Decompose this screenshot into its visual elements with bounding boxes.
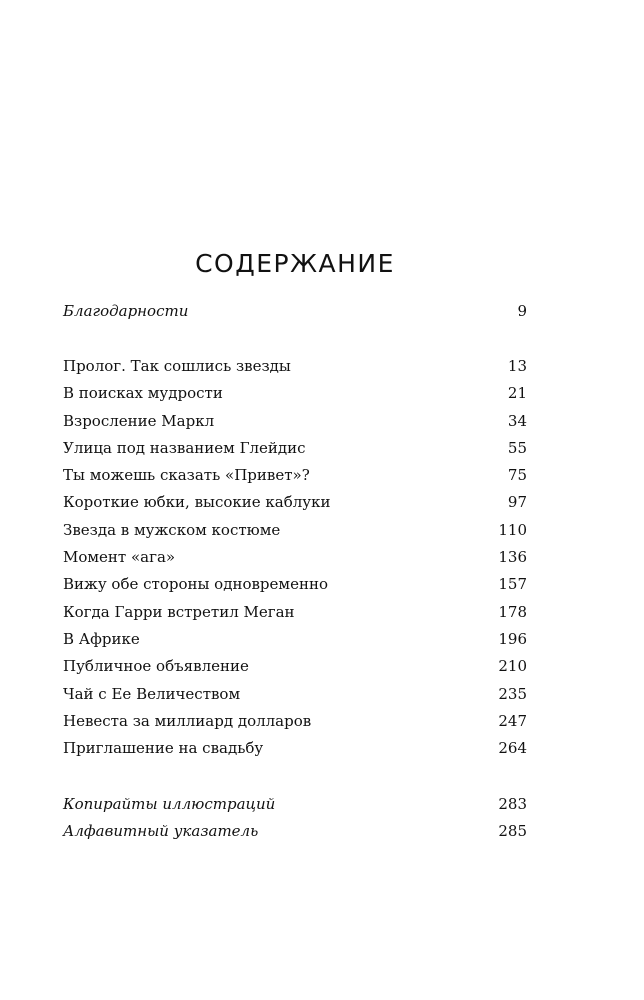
toc-entry-title: Благодарности (63, 302, 189, 320)
toc-entry (63, 435, 527, 462)
toc-entry-title: Вижу обе стороны одновременно (63, 575, 328, 594)
toc-entry-page: 9 (517, 302, 527, 320)
toc-entry-title: Пролог. Так сошлись звезды (63, 357, 291, 375)
toc-entry (63, 599, 527, 626)
toc-entry (63, 791, 527, 818)
toc-entry-page: 13 (507, 357, 527, 375)
toc-entry-page: 235 (498, 684, 527, 703)
toc-entry-page: 75 (507, 466, 527, 485)
toc-entry-title: Публичное объявление (63, 657, 249, 676)
toc-entry-page: 285 (498, 822, 527, 841)
toc-entry-title: В Африке (63, 629, 140, 648)
toc-front-matter (63, 298, 527, 325)
toc-entry-title: Улица под названием Глейдис (63, 438, 306, 457)
toc-entry (63, 653, 527, 680)
toc-entry-page: 196 (498, 629, 527, 648)
toc-entry (63, 681, 527, 708)
toc-entry (63, 408, 527, 435)
toc-entry-title: Ты можешь сказать «Привет»? (63, 466, 310, 485)
toc-entry-title: Короткие юбки, высокие каблуки (63, 493, 331, 512)
toc-entry (63, 735, 527, 762)
toc-entry (63, 380, 527, 407)
toc-entry-title: Звезда в мужском костюме (63, 520, 281, 539)
toc-entry (63, 298, 527, 325)
toc-entry (63, 353, 527, 380)
toc-back-matter (63, 791, 527, 846)
toc-entry-title: В поисках мудрости (63, 384, 223, 403)
toc-entry-page: 210 (498, 657, 527, 676)
toc-entry-page: 136 (498, 548, 527, 567)
toc-entry-title: Взросление Маркл (63, 411, 215, 430)
toc-entry-title: Чай с Ее Величеством (63, 684, 241, 703)
toc-entry-page: 97 (507, 493, 527, 512)
toc-entry (63, 544, 527, 571)
toc-entry (63, 626, 527, 653)
toc-entry-page: 283 (498, 795, 527, 813)
toc-entry-page: 21 (507, 384, 527, 403)
toc-entry-page: 157 (498, 575, 527, 594)
toc-entry (63, 489, 527, 516)
toc-entry-page: 264 (498, 739, 527, 758)
toc-entry-page: 55 (507, 438, 527, 457)
toc-entry (63, 708, 527, 735)
toc-entry-page: 247 (498, 711, 527, 730)
toc-entry-title: Невеста за миллиард долларов (63, 711, 312, 730)
toc-entry-title: Копирайты иллюстраций (63, 795, 276, 813)
toc-entry-page: 34 (507, 411, 527, 430)
toc-entry-page: 178 (498, 602, 527, 621)
toc-chapters (63, 353, 527, 762)
toc-entry-title: Когда Гарри встретил Меган (63, 602, 295, 621)
toc-entry-title: Момент «ага» (63, 548, 176, 567)
toc-entry-title: Приглашение на свадьбу (63, 739, 264, 758)
toc-entry (63, 571, 527, 598)
toc-entry (63, 462, 527, 489)
page-title: СОДЕРЖАНИЕ (195, 248, 395, 278)
toc-entry (63, 818, 527, 845)
toc-entry-title: Алфавитный указатель (63, 822, 259, 841)
toc-entry (63, 517, 527, 544)
toc-entry-page: 110 (498, 520, 527, 539)
